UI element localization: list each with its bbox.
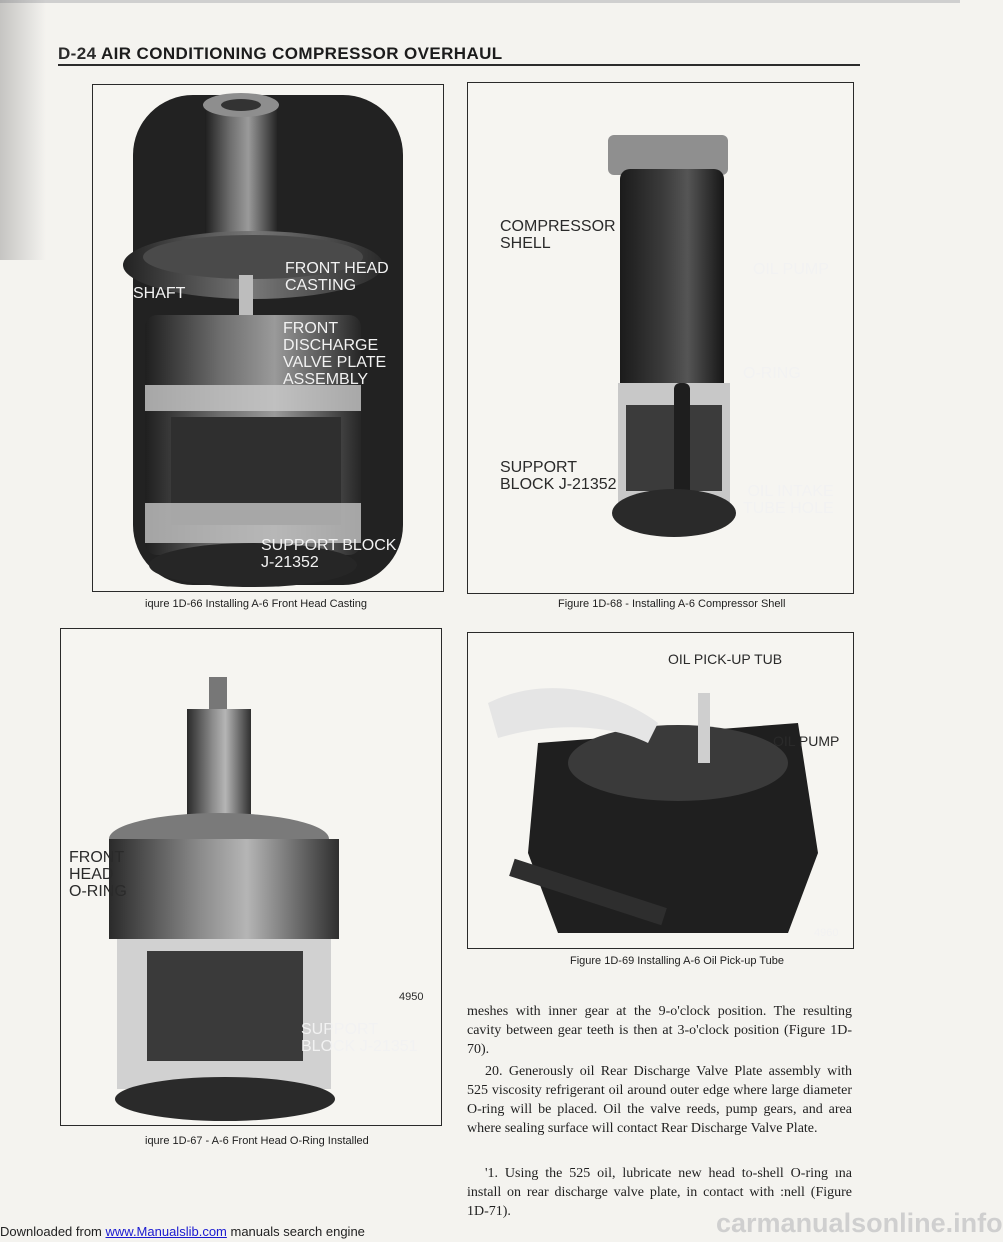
page-header (58, 44, 503, 64)
body-paragraph: meshes with inner gear at the 9-o'clock position. The resulting cavity between gear teeth is then at 3-o'clock position (Figure 1D-70). (467, 1004, 852, 1057)
header-rule (58, 64, 860, 66)
caption-fig-67: iqure 1D-67 - A-6 Front Head O-Ring Installed (145, 1135, 369, 1147)
label-compressor-shell: COMPRESSOR SHELL (500, 218, 616, 252)
page-title: AIR CONDITIONING COMPRESSOR OVERHAUL (100, 44, 503, 63)
caption-fig-66: iqure 1D-66 Installing A-6 Front Head Casting (145, 598, 367, 610)
caption-fig-68: Figure 1D-68 - Installing A-6 Compressor Shell (558, 598, 786, 610)
manualslib-link[interactable]: www.Manualslib.com (105, 1224, 227, 1239)
label-support-block: SUPPORT BLOCK J-21352 (500, 459, 617, 493)
figure-1d-68 (467, 82, 854, 594)
figure-number: 4950 (399, 991, 424, 1003)
label-front-head-oring: FRONT HEAD O-RING (69, 849, 127, 900)
label-oil-pump: OIL PUMP (773, 733, 840, 749)
oil-pickup-tube-photo (468, 633, 853, 948)
label-shaft: SHAFT (133, 285, 186, 302)
label-oil-pump: OIL PUMP (753, 261, 829, 278)
download-footer (0, 1224, 365, 1239)
footer-suffix: manuals search engine (226, 1224, 365, 1239)
front-head-casting-photo (93, 85, 443, 591)
scan-top-edge (0, 0, 960, 3)
figure-1d-69 (467, 632, 854, 949)
figure-1d-66 (92, 84, 444, 592)
label-front-head-casting: FRONT HEAD CASTING (285, 260, 389, 294)
footer-prefix: Downloaded from (0, 1224, 106, 1239)
label-support-block: SUPPORT BLOCK J-21352 (261, 537, 397, 571)
figure-number: 4960 (814, 927, 839, 939)
body-paragraph: 20. Generously oil Rear Discharge Valve Plate assembly with 525 viscosity refrigerant oil around outer edge where large diameter O-ring will be placed. Oil the valve reeds, pump gears, and area where sealing surface will contact Rear Discharge Valve Plate. (467, 1064, 852, 1136)
label-o-ring: O-RING (743, 365, 801, 382)
label-front-discharge-valve-plate: FRONT DISCHARGE VALVE PLATE ASSEMBLY (283, 320, 387, 388)
label-support-block: SUPPORT BLOCK J-21351 (301, 1021, 418, 1055)
scan-edge-shadow (0, 0, 46, 260)
body-paragraph: '1. Using the 525 oil, lubricate new head to-shell O-ring ına install on rear discharge valve plate, in contact with :nell (Figure 1D-71). (467, 1166, 852, 1219)
figure-1d-67 (60, 628, 442, 1126)
page-number: D-24 (58, 44, 97, 63)
label-oil-intake-tube-hole: OIL INTAKE TUBE HOLE (743, 483, 834, 517)
watermark: carmanualsonline.info (716, 1208, 1003, 1238)
label-oil-pickup-tube: OIL PICK-UP TUB (668, 651, 783, 667)
caption-fig-69: Figure 1D-69 Installing A-6 Oil Pick-up Tube (570, 955, 784, 967)
